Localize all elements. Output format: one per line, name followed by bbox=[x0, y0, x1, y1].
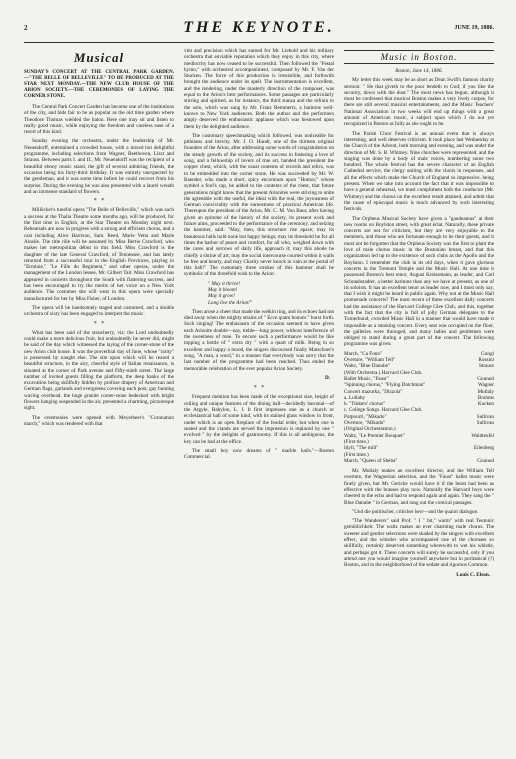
page-number: 2 bbox=[24, 24, 28, 32]
programme-title: Concert mazurka, "Dizzola" bbox=[344, 388, 403, 395]
paragraph: The customary speechmaking which followed, was noticeable for pithiness and brevity. Mr. J. O. Hundt, one of the thirteen original founders of the Arion, after addressing some words of congratulation on the steady growth of the society, and its success in fostering a love of song, and a fellowship of lovers of true art, handed the president the copper chest, which, with the usual contents of records and relics, was to be embedded into the corner stone. He was succeeded by Mr. W. Baender, who made a short, spicy encomium upon "Humor," whose symbol a fool's cap, he added to the contents of the chest, that future generations might know that the present Arionites were striving to unite the agreeable with the useful, the ideal with the real, the joyousness of German conviviality with the earnestness of practical American life. Thereupon the president of the Arion, Mr. C. M. Von Baur, after having given an epitome of the history of the society, its present work and future aims, proceeded to the performance of the ceremony, and seizing the hammer, said: "May, then, this structure rise apace; may its beauteous halls hold none but happy beings; may its threshold be for all times the harbor of peace and comfort, for all who, weighed down with the cares and sorrows of daily life, approach it; may this abode be chiefly a shrine of art; may the social intercourse courted within it walls be free and hearty, and may Charity never knock in vain at the portal of this hall!" The customary three strokes of this hammer shall be symbolic of the threefold wish to the Arion: bbox=[184, 132, 334, 278]
issue-date: JUNE 19, 1886. bbox=[454, 25, 494, 31]
separator-stars: * * bbox=[93, 320, 105, 327]
paragraph: vim and precision which has earned for Mr. Liebold and his military orchestra that enviable reputation which they enjoy in this city, where mediocrity has now ceased to be successful. Then followed the "Festal hymn," with orchestral accompaniment, composed by Mr. F. Van der Stucken. The force of this production is irresistible, and forthwith brought the audience under its spell. The instrumentation is excellent, and the rendering, under the masterly direction of the composer, was equal to the Arion's best performances. Some passages are particularly stirring and spirited, as for instance, the third stanza and the refrain to the solo, which was sung by Mr. Franz Remmertz, a baritone well-known to New York audiences. Both the author and the performers amply deserved the enthusiastic applause which was bestowed upon them by the delighted audience. bbox=[184, 48, 334, 130]
verse-line: May it bloom! bbox=[208, 286, 238, 293]
programme-composer: Gungl bbox=[481, 350, 494, 357]
programme-title: Overture, "William Tell" bbox=[344, 357, 396, 364]
paragraph: My letter this week may be as short as Dean Swift's famous charity sermon: " He that giveth to the poor lendeth to God; if you like the security, down with the dust." The most news has begun, although it must be confessed that musical Boston makes a very lively corpse, for there are still several musical entertainments, and the Music Teachers' National Association in two weeks will end up things with a great amount of American music, a subject upon which I do not yet recognized in Boston as fully as she ought to be. bbox=[344, 77, 494, 128]
programme-composer: Sullivan bbox=[476, 420, 494, 427]
programme-composer: Sullivan bbox=[476, 413, 494, 420]
paragraph: The small boy now dreams of " marble hails."—Boston Commercial. bbox=[184, 447, 334, 461]
paragraph: Then arose a cheer that made the welkin ring, and its echoes had not died away when the mighty strains of " Ecce quam bonum " burst forth. Such singing! The enthusiasm of the occasion seemed to have given each Arionite double—nay, treble—lung power, without interference of the sweetness of tone. To encore such a performance would be like topping a bottle of " extra dry " with a quart of milk. Being in so excellent and happy a mood, the singers discoursed finally Marschner's song, "A man, a word," in a manner that everybody was sorry that the last number of the programme had been reached. Thus ended the memorable celebration of the ever popular Arion Society. bbox=[184, 308, 334, 372]
programme-title: Ballet Music, "Faust" bbox=[344, 375, 389, 382]
programme-title: c. College Songs. Harvard Glee Club. bbox=[344, 407, 423, 414]
paragraph: Mr. Mullaly makes an excellent director, and the William Tell overture, the Wagnerian selection, and the "Faust" ballet music were finely given, but Mr. Gericke would have it if the beast had been as effective with the brasses play now. Naturally the Harvard boys were cheered to the echo and had to respond again and again. They sang the " Blue Danube " in German, and rang out the comical passages. bbox=[344, 468, 494, 506]
paragraph: The ceremonies were opened with Meyerbeer's "Coronation march," which was rendered with that bbox=[24, 414, 174, 427]
programme-composer: Mullaly bbox=[477, 388, 494, 395]
programme-composer: Gounod bbox=[477, 457, 494, 464]
programme-title: b. "Tinkers' chorus" bbox=[344, 401, 386, 408]
paragraph: The Central Park Concert Garden has become one of the institutions of the city, and bids fair to be as popular as the old time garden where Theodore Thomas wielded the baton. Here one may sit and listen to really good music, while enjoying the freedom and careless ease of a resort of this kind. bbox=[24, 104, 174, 136]
column-left bbox=[24, 48, 174, 748]
programme-composer: Strauss bbox=[479, 363, 494, 370]
separator-stars: * * bbox=[93, 198, 105, 205]
column-right bbox=[344, 48, 494, 748]
newspaper-page bbox=[24, 18, 494, 750]
programme-title: "Spinning chorus," "Flying Dutchman" bbox=[344, 382, 426, 389]
paragraph: The opera will be handsomely staged and costumed, and a double orchestra of sixty has been engaged to interpret the music. bbox=[24, 304, 174, 318]
programme-title: Waltz, "Blue Danube" bbox=[344, 363, 391, 370]
programme-title: a. Lullaby bbox=[344, 394, 366, 401]
paragraph: What has been said of the strawberry, viz: the Lord undoubtedly could make a more delicious fruit, but undoubtedly he never did, might be said of the day which witnessed the laying of the corner-stone of the new Arion club house. It was the proverbial day of June, whose "rarity" is possessed by naught else. The site upon which will be reared a beautiful structure, in the airy, cheerful style of Italian renaissance, is situated at the corner of Park avenue and Fifty-ninth street. The large number of invited guests filling the platform, the deep banks of the excavation being skillfully hidden by profuse drapery of American and German flags, garlands and evergreens covering each post, gay bunting waving overhead, the huge granite corner-stone bedecked with bright flowers hanging suspended in the air, presented a charming, picturesque sight. bbox=[24, 329, 174, 412]
programme-title: Idyll, "The mill" bbox=[344, 445, 379, 452]
signature: Louis C. Elson. bbox=[456, 571, 490, 578]
programme-composer: Rossini bbox=[478, 357, 494, 364]
concert-programme bbox=[344, 351, 494, 464]
programme-title: Overture, "Mikado" bbox=[344, 420, 386, 427]
programme-composer: Wagner bbox=[478, 382, 494, 389]
verse-line: Long live the Arion!" bbox=[208, 299, 253, 306]
verse bbox=[208, 281, 334, 306]
section-heading-musical: Musical bbox=[73, 50, 125, 65]
section-heading-music-in-boston: Music in Boston. bbox=[344, 50, 494, 64]
programme-composer: Waldteufel bbox=[471, 432, 494, 439]
programme-title: Potpourri, "Mikado" bbox=[344, 413, 387, 420]
programme-title: (With Orchestra.) Harvard Glee Club. bbox=[344, 369, 423, 376]
paragraph: The Parish Choir Festival is an annual event that is always interesting, and well deserves criticism. It took place last Wednesday at the Church of the Advent, both morning and evening, and was under the direction of Mr. S. B. Whitney. Nine churches were represented, and the singing was done by a body of male voices, numbering some two hundred. The whole festival has the severe character of an English Cathedral service, the clergy uniting with the choirs in responses, and all the effects which make the Church of England so impressive, being present. When we take into account the fact that it was impossible to have a general rehearsal, we must compliment both the conductor (Mr. Whitney) and the chorus on the excellent result attained, and admit that the cause of episcopal music is much advanced by such interesting festivals. bbox=[344, 130, 494, 213]
programme-title: March, "Queen of Sheba" bbox=[344, 457, 398, 464]
columns bbox=[24, 48, 494, 748]
paragraph: Frequent mention has been made of the exceptional size, height of ceiling and unique features of the dining hall—decidedly baronial—of the Argyle, Babylon, L. I. It first impresses one as a church or ecclesiastical hall of some kind, with its stained glass window in front, under which is an open fireplace of the feudal order, but when one is seated and the viands are served the impression is replaced by one " evolved " by the delights of gastronomy. If this is all ambiguous, the key can be had at the office. bbox=[184, 394, 334, 445]
programme-title: March, "Ca Fonn" bbox=[344, 350, 383, 357]
separator-stars: * * bbox=[253, 385, 265, 392]
programme-title: (First time.) bbox=[344, 438, 369, 445]
paragraph: "Und die politischer, criticher herr—and the quaint dialogue. bbox=[352, 508, 479, 515]
paragraph: The Orpheus Musical Society have given a "gaudeamus" at their new rooms on Boylston street, with great éclat. Naturally, these private concerts are not for criticism, but they are very enjoyable to the members, and those who are fortunate enough to be their guests, and it must not be forgotten that the Orpheus Society was the first to plant the love of male chorus music in the Bostonian breast, and that this organization led up to the existence of such clubs as the Apollo and the Boylston. I remember the club in its old days, when it gave glorious concerts in the Tremont Temple and the Music Hall. At one time it possessed Boston's best tenor, August Kreissmann, as leader, and Carl Schraubstadter, a better baritone than any we have at present, as one of its soloists. It has an excellent tenor as leader now, and I must only say, that I wish it might be heard in public again. Why not at the Music Hall promenade concerts? The most recent of these excellent daily concerts had the assistance of the Harvard College Glee Club, and this, together with the fact that the city is full of jolly German delegates to the Turnerbund, crowded Music Hall in a manner that would have made it impossible as a smoking concert. Every seat was occupied on the floor, the galleries were thronged, and many ladies and gentlemen were obliged to stand during a great part of the concert. The following programme was given: bbox=[344, 215, 494, 348]
verse-line: " May it thrive! bbox=[208, 280, 240, 287]
paragraph: Sunday evening the orchestra, under the leadership of Mr. Neuendorff, entertained a crowded house, with a mixed but delightful programme, including selections from Wagner, Beethoven, Liszt and Strauss. Between parts I. and II., Mr. Neuendorff was the recipient of a beautiful ebony music stand, the gift of several admiring friends, the occasion being his forty-third birthday. It was entirely unexpected by the gentleman, and it was some time before he could recover from his surprise. During the evening he was also presented with a laurel wreath and an immense standard of flowers. bbox=[24, 138, 174, 195]
verse-line: May it grow! bbox=[208, 293, 235, 300]
programme-row bbox=[344, 458, 494, 464]
dateline: Boston, June 14, 1886. bbox=[395, 68, 443, 74]
programme-composer: Gounod bbox=[477, 375, 494, 382]
programme-title: (First time.) bbox=[344, 451, 369, 458]
signature: D. bbox=[324, 374, 330, 381]
programme-composer: Brahms bbox=[477, 394, 494, 401]
article-subheading: SUNDAY'S CONCERT AT THE CENTRAL PARK GARDEN.—"THE BELLE OF BELLEVILLE" TO BE PRODUCED AT THE STAR NEXT MONDAY.—THE NEW CLUB HOUSE OF THE ARION SOCIETY.—THE CEREMONIES OF LAYING THE CORNER STONE. bbox=[24, 70, 174, 99]
column-middle bbox=[184, 48, 334, 748]
programme-title: (Original Orchestration.) bbox=[344, 426, 396, 433]
masthead bbox=[24, 18, 494, 43]
programme-composer: Kucken bbox=[477, 401, 494, 408]
paragraph: "The Wanderers" said Prof. " I " bit," warm" with real Teutonic gemütlichkeit. The waltz makes an ever charming male chorus. The sweeter and gentler selections were shaded by the singers with excellent effect, and the whistler who accompanied one of the choruses so skillfully, certainly deserved something wherewith to wet his whistle, and perhaps got it. These concerts will surely be successful, only if you attend one you would imagine yourself anywhere but in puritanical (?) Boston, and in the neighborhood of the sedate and rigorous Common. bbox=[344, 518, 494, 569]
newspaper-title: THE KEYNOTE. bbox=[183, 19, 335, 36]
programme-composer: Eilenberg bbox=[473, 445, 494, 452]
programme-title: Waltz, "Le Premier Bouquet" bbox=[344, 432, 405, 439]
paragraph: Millöcker's tuneful opera "The Belle of Belleville," which was such a success at the Thalia Theatre some months ago, will be produced, for the first time in English, at the Star Theatre on Monday night next. Rehearsals are now in progress with a strong and efficient chorus, and a cast including Alice Harrison, Sam. Reed, Marie Vetta and Marie Ainslie. The title rôle will be assumed by Miss Bertie Crawford, who makes her metropolitan début in this field. Miss Crawford is the daughter of the late General Crawford, of Tennessee, and has lately returned from a successful tour in the English Provinces, playing in "Erminie," "Le Fille du Regiment," and other operas, under the management of the London lessee, Mr. Gilbert Tait. Miss Crawford has appeared in concerts throughout the South with flattering success, and has been encouraged to try the merits of her voice on a New York audience. The costumes she will wear in this opera were specially manufactured for her by Miss Fisher, of London. bbox=[24, 207, 174, 302]
